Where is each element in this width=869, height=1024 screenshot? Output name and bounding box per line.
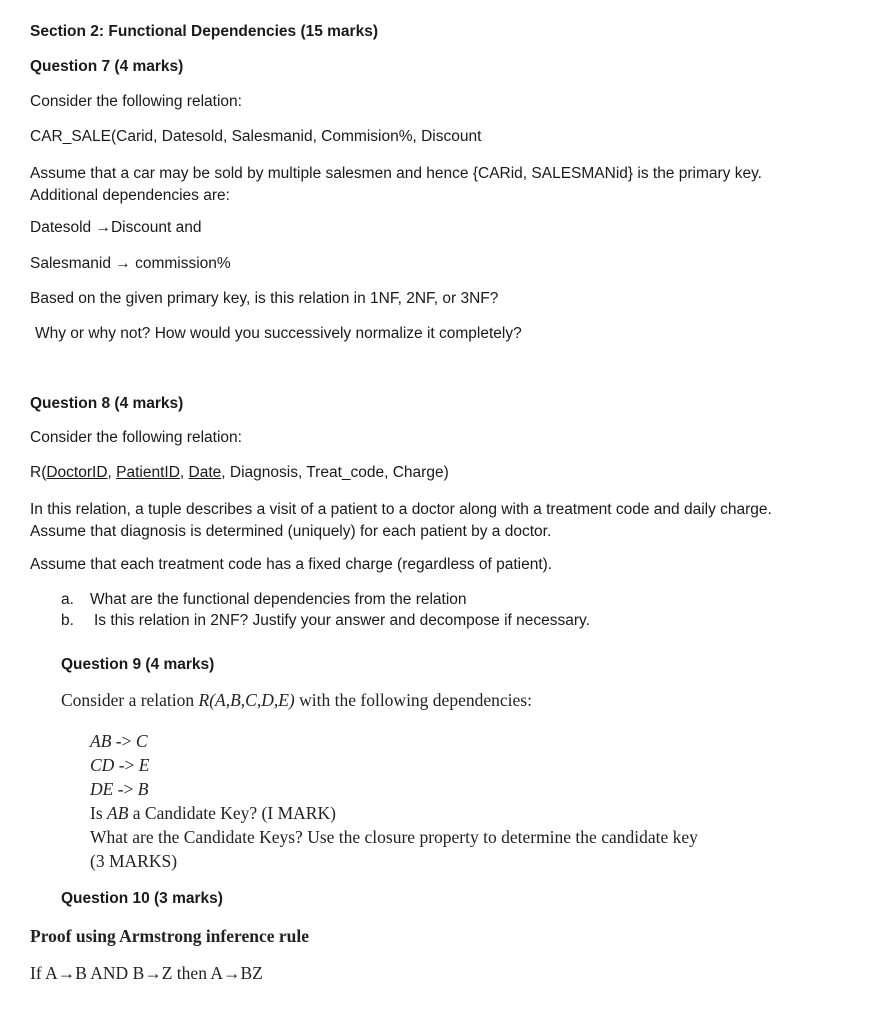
q8-item-b-label: b.	[61, 612, 74, 629]
q7-assumption: Assume that a car may be sold by multiple salesmen and hence {CARid, SALESMANid} is the primary key. Additional dependencies are:	[30, 165, 762, 204]
q8-item-a: What are the functional dependencies from the relation	[90, 591, 467, 608]
q9-intro-rest: with the following dependencies:	[294, 690, 532, 710]
q10-proof-title: Proof using Armstrong inference rule	[30, 926, 310, 946]
q9-heading: Question 9 (4 marks)	[61, 656, 215, 673]
q9-intro	[61, 690, 532, 711]
q8-intro: Consider the following relation:	[30, 429, 242, 446]
fd-lhs: AB	[90, 731, 112, 751]
q8-separator: ,	[179, 464, 189, 481]
ck-post: a Candidate Key? (I MARK)	[128, 803, 336, 823]
q9-candidate-keys-marks: (3 MARKS)	[90, 851, 178, 871]
q10-statement: If A→B AND B→Z then A→BZ	[30, 963, 263, 983]
q7-dependency-1: Datesold →Discount and	[30, 219, 202, 236]
ck-key: AB	[107, 803, 129, 823]
q8-item-a-label: a.	[61, 591, 74, 608]
q7-intro: Consider the following relation:	[30, 93, 242, 110]
q9-fd-3	[90, 779, 148, 800]
fd-arrow: ->	[111, 731, 136, 751]
q7-question-2: Why or why not? How would you successively normalize it completely?	[35, 325, 522, 342]
fd-lhs: CD	[90, 755, 115, 775]
fd-lhs: DE	[90, 779, 114, 799]
q8-separator: ,	[107, 464, 117, 481]
q10-heading: Question 10 (3 marks)	[61, 890, 223, 907]
q9-relation: R(A,B,C,D,E)	[198, 690, 295, 710]
fd-rhs: B	[137, 779, 149, 799]
q7-heading: Question 7 (4 marks)	[30, 58, 184, 75]
q8-description: In this relation, a tuple describes a visit of a patient to a doctor along with a treatment code and daily charge. Assume that diagnosis is determined (uniquely) for each patient by a doctor.	[30, 501, 772, 540]
q8-key-doctorid: DoctorID	[46, 464, 108, 481]
q9-candidate-key-question	[90, 803, 336, 824]
q7-relation: CAR_SALE(Carid, Datesold, Salesmanid, Commision%, Discount	[30, 128, 482, 145]
section-title: Section 2: Functional Dependencies (15 marks)	[30, 23, 378, 40]
q8-relation-prefix: R(	[30, 464, 47, 481]
q9-candidate-keys-question: What are the Candidate Keys? Use the closure property to determine the candidate key	[90, 827, 698, 847]
ck-pre: Is	[90, 803, 108, 823]
fd-arrow: ->	[113, 779, 138, 799]
fd-arrow: ->	[114, 755, 139, 775]
q8-assumption: Assume that each treatment code has a fixed charge (regardless of patient).	[30, 556, 553, 573]
q8-heading: Question 8 (4 marks)	[30, 395, 184, 412]
fd-rhs: E	[138, 755, 150, 775]
q8-key-date: Date	[188, 464, 222, 481]
q9-fd-1	[90, 731, 148, 752]
q7-dependency-2: Salesmanid → commission%	[30, 255, 231, 272]
q8-relation-rest: , Diagnosis, Treat_code, Charge)	[221, 464, 449, 481]
q7-question-1: Based on the given primary key, is this relation in 1NF, 2NF, or 3NF?	[30, 290, 499, 307]
q9-intro-text: Consider a relation	[61, 690, 199, 710]
q8-key-patientid: PatientID	[116, 464, 180, 481]
q8-item-b: Is this relation in 2NF? Justify your answer and decompose if necessary.	[94, 612, 590, 629]
q9-fd-2	[90, 755, 149, 776]
q8-relation	[30, 464, 449, 482]
fd-rhs: C	[135, 731, 148, 751]
